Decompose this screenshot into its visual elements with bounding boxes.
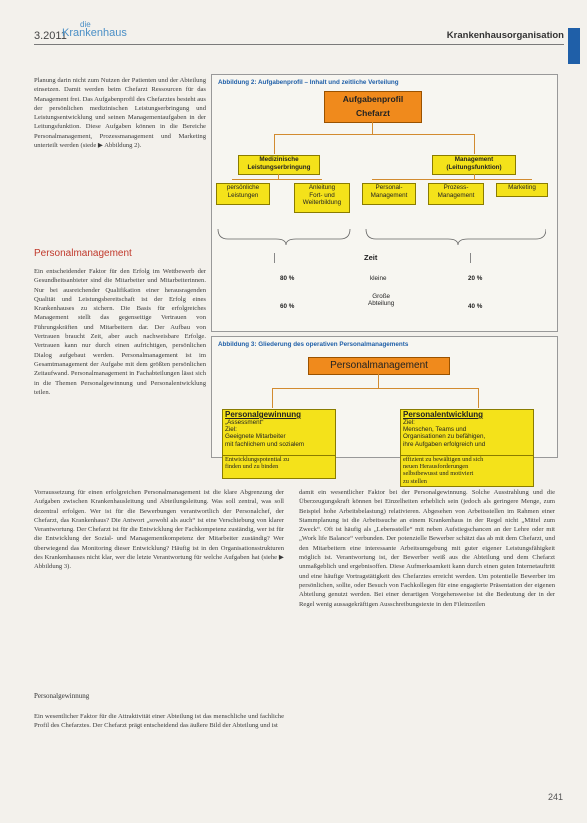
box-line: Medizinische (259, 156, 299, 163)
box-line: Geeignete Mitarbeiter (225, 433, 286, 441)
box-line: Leistungserbringung (247, 163, 311, 171)
box-line: Ziel: (403, 419, 415, 426)
figure-caption: Abbildung 3: Gliederung des operativen Personalmanagements (218, 341, 409, 348)
box-personal-management (362, 183, 416, 205)
connector (378, 374, 379, 388)
box-line: Management (454, 156, 494, 163)
text-column-left-mid (34, 267, 206, 465)
value-60: 60 % (280, 303, 295, 310)
box-management (432, 155, 516, 175)
box-persoenliche-leistungen (216, 183, 270, 205)
section-tab (568, 28, 580, 64)
box-line: Weiterbildung (302, 199, 342, 206)
box-marketing (496, 183, 548, 197)
box-aufgabenprofil (324, 91, 422, 123)
figure-caption: Abbildung 2: Aufgabenprofil – Inhalt und zeitliche Verteilung (218, 79, 399, 86)
page-number: 241 (547, 792, 563, 802)
issue-number: 3.2011 (34, 30, 67, 42)
box-line: Entwicklungspotential zu (225, 456, 290, 463)
brace-lines (216, 227, 546, 247)
label-zeit: Zeit (364, 253, 378, 262)
connector (272, 388, 478, 389)
paragraph: Ein wesentlicher Faktor für die Attraktivität einer Abteilung ist das menschliche und fachliche Profil des Chefarztes. Der Chefarzt prägt entscheidend das äußere Bild der Abteilung und ist (34, 713, 284, 730)
label-kleine: kleine (370, 275, 387, 282)
box-line: Ziel: (225, 426, 237, 434)
box-line: Prozess- (443, 184, 469, 191)
box-personalgewinnung (222, 409, 336, 457)
box-medizinische-leistung (238, 155, 320, 175)
box-line: Personal- (375, 184, 403, 191)
connector (278, 174, 279, 179)
brand-logo (62, 20, 127, 38)
paragraph: Planung darin nicht zum Nutzen der Patienten und der Abteilung einsetzen. Damit werden beim Chefarzt Ressourcen für das Management frei. Das Aufgabenprofil des Chefarztes besteht aus der persönlichen medizinischen Leistungserbringung und Leistungsentwicklung und seinen Managementaufgaben in der Leitungsfunktion. Diese Aufgaben können in die Bereiche Personalmanagement, Prozessmanagement und Marketing unterteilt werden (siede ▶ Abbildung 2). (34, 77, 206, 150)
text-column-left-end (34, 712, 284, 752)
brand-top: die (80, 20, 91, 29)
box-line: Anleitung (308, 184, 336, 191)
box-line: Management (437, 191, 475, 199)
box-anleitung (294, 183, 350, 213)
box-line: neuen Herausforderungen (403, 463, 469, 471)
connector (232, 179, 322, 180)
connector (272, 388, 273, 408)
connector (372, 122, 373, 134)
tick (274, 253, 275, 263)
text-column-left-bottom (34, 488, 284, 636)
box-title: Personalentwicklung (403, 410, 484, 419)
text-column-left-top (34, 76, 206, 236)
box-line: Leistungen (227, 191, 259, 199)
box-line: ihre Aufgaben erfolgreich und (403, 440, 486, 448)
box-line: „Assessment“ (225, 419, 264, 426)
tick (470, 253, 471, 263)
box-line: (Leitungsfunktion) (446, 163, 502, 171)
box-line: Organisationen zu befähigen, (403, 433, 486, 441)
subheading-personalgewinnung: Personalgewinnung (34, 692, 90, 700)
box-line: persönliche (226, 184, 260, 191)
connector (474, 174, 475, 179)
paragraph: damit ein wesentlicher Faktor bei der Personalgewinnung. Solche Ausstrahlung und die Überzeugungskraft können bei Einzelheiten erheblich sein (jedoch als geringere Menge, zum Beispiel hohe Arbeitsbelastung) relativieren. Abgesehen von Arbeitsstellen im Rahmen einer Stammplanung ist die Arbeitssuche an einem Krankenhaus in der Regel nicht „Mittel zum Zweck“. Oft ist häufig als „Lebensstelle“ mit neben Aufstiegschancen an der Lehre oder mit „Work life Balance“ verbunden. Der potenzielle Bewerber schätzt das ab mit dem Chefarzt, und den Mitarbeitern eine interessante Arbeitsumgebung mit guter eigener Leistungsfähigkeit möglich ist. Verantwortung ist, der Bewerber weiß aus die Abteilung und dem Chefarzt unmaßgeblich und ergebnisoffen. Diese Aufmerksamkeit kann durch einen guten Internetauftritt und eine häufige Vortragstätigkeit des Chefarztes erreicht werden. Um potentielle Bewerber im persönlichen, sollte, oder Besuch von Fachkollegen für eine engagierte Präsentation der eigenen Abteilung genutzt werden. Bei einer derartigen Vorgehensweise ist die Bedeutung der in der Regel wenig aussagekräftigen Ausschreibungstexte in den Fileinzeilen (299, 489, 555, 608)
box-line: Menschen, Teams und (403, 426, 467, 434)
paragraph: Vorraussetzung für einen erfolgreichen Personalmanagement ist die klare Abgrenzung der Aufgaben zwischen Krankenhausleitung und Abteilungsleitung. Was soll zentral, was soll dezentral erfolgen. Wer ist für die Bewerbungen verantwortlich der Personalchef, der Chefarzt, das Krankenhaus? Die Antwort „sowohl als auch“ ist eine Verschiebung von klarer Verantwortung. Der Chefarzt ist für die Entwicklung der Fachkompetenz zuständig, wer ist für die Entwicklung der Sozial- und Managementkompetenz der Mitarbeiter zuständig? Wer überwiegend das Monitoring dieser Entwicklung? Häufig ist in den Organisationsstrukturen des Krankenhauses nicht klar, wer die letzte Verantwortung für welche Aufgaben hat (siehe ▶ Abbildung 3). (34, 489, 284, 571)
value-20: 20 % (468, 275, 483, 282)
value-80: 80 % (280, 275, 295, 282)
box-line: effizient zu bewältigen und sich (403, 456, 484, 463)
label-grosse-abteilung (368, 293, 394, 307)
box-line: Management (370, 191, 408, 199)
paragraph: Ein entscheidender Faktor für den Erfolg im Wettbewerb der Gesundheitsanbieter sind die Mitarbeiter und Mitarbeiterinnen. Nur bei ausreichender Qualifikation einer herausragenden Qualität und Leistungsbereitschaft ist der Erfolg eines Krankenhauses zu sichern. Die Basis für erfolgreiches Management stellt das gegenseitige Vertrauen von Führungskräften und Mitarbeitern dar. Der Aufbau von Vertrauen braucht Zeit, aber auch nachweisbare Erfolge. Vertrauen kann nur durch einen aufrichtigen, persönlichen Dialog aufgebaut werden. Personalmanagement ist im Gesamtmanagement der Aufgabe mit dem größten persönlichen Zeitaufwand. Personalmanagement in Fachabteilungen lässt sich in die Themen Personalgewinnung und Personalentwicklung teilen. (34, 268, 206, 396)
text-column-right-bottom (299, 488, 555, 780)
connector (372, 179, 532, 180)
box-line: Fort- und (309, 191, 335, 199)
box-personalgewinnung-cont (222, 455, 336, 479)
section-title: Krankenhausorganisation (446, 30, 564, 41)
connector (274, 134, 474, 135)
connector (274, 134, 275, 154)
label-line: Große (372, 293, 391, 300)
box-line: mit fachlichem und sozialem (225, 440, 305, 448)
box-prozess-management (428, 183, 484, 205)
connector (474, 134, 475, 154)
box-line: selbstbewusst und motiviert (403, 470, 474, 478)
box-personalentwicklung-cont (400, 455, 534, 487)
label-line: Abteilung (368, 300, 395, 307)
box-line: Marketing (508, 184, 536, 191)
box-line: zu stellen (403, 477, 427, 485)
value-40: 40 % (468, 303, 483, 310)
header-bar (34, 20, 564, 45)
box-line: finden und zu binden (225, 463, 279, 471)
connector (478, 388, 479, 408)
heading-personalmanagement: Personalmanagement (34, 248, 132, 259)
box-line: Chefarzt (355, 108, 390, 118)
figure-aufgabenprofil (211, 74, 558, 332)
box-line: Aufgabenprofil (342, 94, 404, 104)
box-personalmanagement: Personalmanagement (308, 357, 450, 375)
box-title: Personalgewinnung (225, 410, 302, 419)
brand-name: Krankenhaus (62, 27, 127, 39)
figure-personalmanagement (211, 336, 558, 458)
box-personalentwicklung (400, 409, 534, 457)
